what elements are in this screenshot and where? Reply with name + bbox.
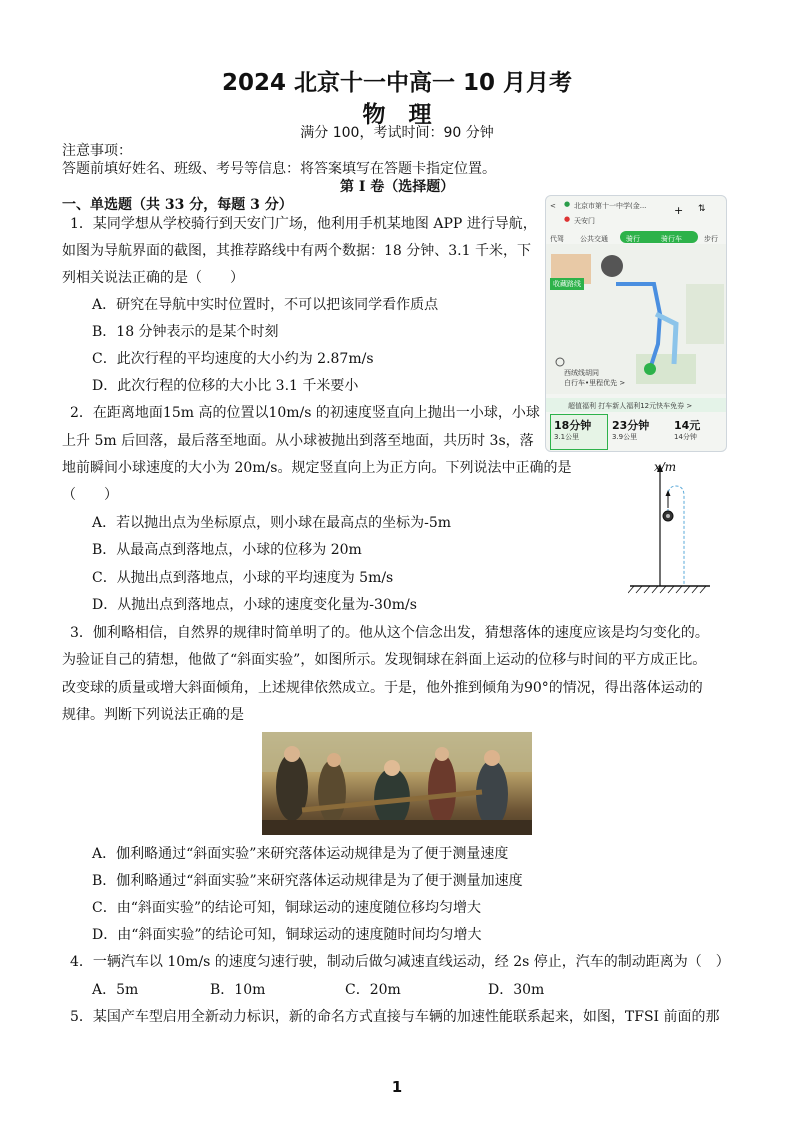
destination-dot-icon: ●: [564, 215, 571, 223]
q3-line1: 3．伽利略相信，自然界的规律时简单明了的。他从这个信念出发，猜想落体的速度应该是均匀变化的。: [70, 625, 709, 641]
option-1-distance: 3.1公里: [554, 433, 580, 441]
notice-text: 答题前填好姓名、班级、考号等信息：将答案填写在答题卡指定位置。: [62, 161, 496, 177]
throw-diagram-svg: [628, 462, 712, 594]
section-title: 第 I 卷（选择题）: [340, 179, 455, 195]
subject-title: 物 理: [362, 102, 432, 128]
q1-option-d: D．此次行程的位移的大小比 3.1 千米要小: [92, 378, 359, 394]
exam-info: 满分 100，考试时间：90 分钟: [300, 125, 494, 141]
q1-option-a: A．研究在导航中实时位置时，不可以把该同学看作质点: [92, 297, 439, 313]
q2-line4: （ ）: [62, 487, 118, 503]
promo-banner: 超值福利 打车新人福利12元快车免券 >: [568, 402, 693, 410]
page-number: 1: [391, 1078, 403, 1096]
q4-line1: 4．一辆汽车以 10m/s 的速度匀速行驶，制动后做匀减速直线运动，经 2s 停止，汽车的制动距离为（ ）: [70, 954, 730, 970]
throw-diagram: [628, 462, 712, 594]
option-3-price: 14元: [674, 419, 701, 432]
galileo-painting: [262, 732, 532, 835]
q2-option-c: C．从抛出点到落地点，小球的平均速度为 5m/s: [92, 570, 394, 586]
q2-line3: 地前瞬间小球速度的大小为 20m/s。规定竖直向上为正方向。下列说法中正确的是: [62, 460, 572, 476]
q1-line1: 1．某同学想从学校骑行到天安门广场，他利用手机某地图 APP 进行导航，: [70, 216, 537, 232]
option-2-distance: 3.9公里: [612, 433, 638, 441]
q1-line3: 列相关说法正确的是（ ）: [62, 270, 244, 286]
q2-line2: 上升 5m 后回落，最后落至地面。从小球被抛出到落至地面，共历时 3s，落: [62, 433, 534, 449]
navigation-screenshot: [545, 195, 727, 452]
q3-option-b: B．伽利略通过“斜面实验”来研究落体运动规律是为了便于测量加速度: [92, 873, 523, 889]
axis-label: x/m: [654, 460, 677, 474]
q3-line4: 规律。判断下列说法正确的是: [62, 707, 244, 723]
option-3-distance: 14分钟: [674, 433, 697, 441]
mode-walk: 步行: [704, 235, 718, 243]
q2-line1: 2．在距离地面15m 高的位置以10m/s 的初速度竖直向上抛出一小球，小球: [70, 405, 540, 421]
painting-svg: [262, 732, 532, 835]
route-preference: 白行车•里程优先 >: [564, 379, 626, 387]
saved-route-tag: 收藏路线: [550, 278, 584, 290]
mode-bike: 骑行: [626, 235, 640, 243]
q5-line1: 5．某国产车型启用全新动力标识，新的命名方式直接与车辆的加速性能联系起来，如图，TFSI 前面的那: [70, 1009, 720, 1025]
page-title: 2024 北京十一中高一 10 月月考: [221, 70, 573, 96]
notice-label: 注意事项：: [62, 143, 132, 159]
q3-option-d: D．由“斜面实验”的结论可知，铜球运动的速度随时间均匀增大: [92, 927, 482, 943]
swap-icon: ⇅: [698, 204, 706, 214]
q3-option-a: A．伽利略通过“斜面实验”来研究落体运动规律是为了便于测量速度: [92, 846, 509, 862]
option-1-time: 18分钟: [554, 419, 592, 432]
map-place-label: 西绒线胡同: [564, 369, 599, 377]
route-destination: 天安门: [574, 217, 595, 225]
back-icon: <: [550, 202, 556, 210]
q1-option-b: B．18 分钟表示的是某个时刻: [92, 324, 279, 340]
add-icon: +: [674, 204, 684, 217]
q3-line2: 为验证自己的猜想，他做了“斜面实验”，如图所示。发现铜球在斜面上运动的位移与时间的平方成正比。: [62, 652, 707, 668]
q3-option-c: C．由“斜面实验”的结论可知，铜球运动的速度随位移均匀增大: [92, 900, 482, 916]
part-heading: 一、单选题（共 33 分，每题 3 分）: [62, 197, 293, 213]
q4-option-c: C．20m: [345, 982, 401, 998]
q1-line2: 如图为导航界面的截图，其推荐路线中有两个数据：18 分钟、3.1 千米，下: [62, 243, 531, 259]
mode-transit: 公共交通: [580, 235, 608, 243]
q1-option-c: C．此次行程的平均速度的大小约为 2.87m/s: [92, 351, 374, 367]
route-origin: 北京市第十一中学(金...: [574, 202, 647, 210]
q2-option-b: B．从最高点到落地点，小球的位移为 20m: [92, 542, 362, 558]
origin-dot-icon: ●: [564, 200, 571, 208]
mode-bike-vehicle: 骑行车: [661, 235, 682, 243]
option-2-time: 23分钟: [612, 419, 650, 432]
q4-option-d: D．30m: [488, 982, 545, 998]
q4-option-a: A．5m: [92, 982, 139, 998]
q3-line3: 改变球的质量或增大斜面倾角，上述规律依然成立。于是，他外推到倾角为90°的情况，得出落体运动的: [62, 680, 703, 696]
q2-option-d: D．从抛出点到落地点，小球的速度变化量为-30m/s: [92, 597, 417, 613]
q2-option-a: A．若以抛出点为坐标原点，则小球在最高点的坐标为-5m: [92, 515, 452, 531]
mode-drive: 代驾: [550, 235, 564, 243]
q4-option-b: B．10m: [210, 982, 266, 998]
